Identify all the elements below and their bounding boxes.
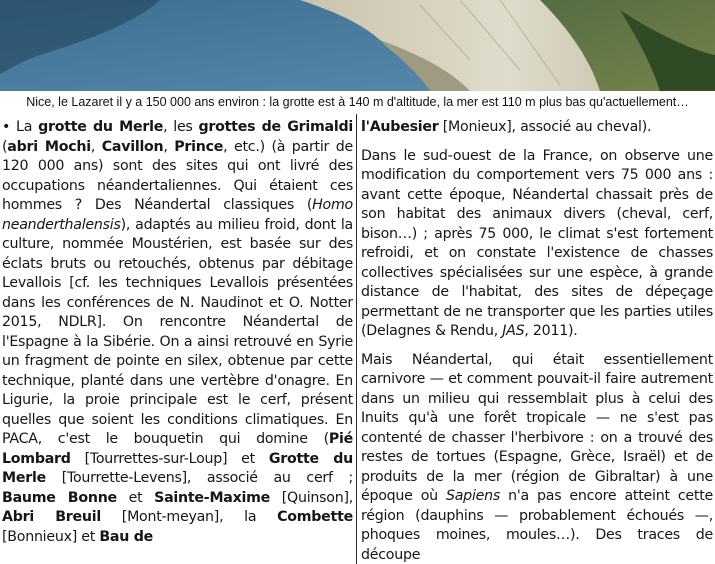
text-run: , [90,138,102,155]
site-name: Abri Breuil [2,509,101,525]
site-name: Prince [174,138,224,155]
journal-name: JAS [502,323,525,339]
text-run: La [10,119,39,135]
site-name: l'Aubesier [361,119,439,135]
text-run: , les [163,119,199,135]
right-paragraph-southwest [361,147,713,342]
site-name: grotte du Merle [38,119,164,135]
right-paragraph-diet [361,351,713,564]
coastline-photo [0,0,715,91]
text-run: [Mont-meyan], la [100,509,278,525]
text-run: n'a pas encore atteint cette région (dauphins — probablement échoués —, phoques moines, moules…). Des traces de découpe [361,488,713,563]
text-run: ( [2,138,8,155]
column-divider [356,114,357,564]
text-run: [Quinson], [270,489,353,506]
coastline-photo-drawing [0,0,715,91]
text-run: [Bonnieux] et [2,528,100,545]
site-name: Pié Lombard [2,431,353,467]
site-name: Bau de [99,528,154,545]
left-column [2,118,353,564]
text-run: [Tourrettes-sur-Loup] et [70,450,269,467]
site-name: Baume Bonne [2,489,117,506]
text-run: , [163,138,175,155]
text-run: Mais Néandertal, qui était essentiellement carnivore — et comment pouvait-il faire autrement dans un milieu qui ressemblait plus à celui des Inuits qu'à une forêt tropicale — ne s'est pas contenté de chasser l'herbivore : on a trouvé des restes de tortues (Espagne, Grèce, Israël) et de produits de la mer (région de Gibraltar) à une époque où [361,351,713,504]
site-name: Grotte du Merle [2,450,353,486]
bullet: • [2,119,11,135]
text-run: [Tourrette-Levens], associé au cerf ; [45,470,353,486]
site-name: Cavillon [101,138,164,155]
left-paragraph [2,118,353,547]
text-run: ), adaptés au milieu froid, dont la culture, nommée Moustérien, est basée sur des éclats bruts ou retouchés, obtenus par débitage Levallois [cf. les techniques Levallois présentées dans les conférences de N. Naudinot et O. Notter 2015, NDLR]. On rencontre Néandertal de l'Espagne à la Sibérie. On a ainsi retrouvé en Syrie un fragment de pointe en silex, obtenue par cette technique, planté dans une vertèbre d'onagre. En Ligurie, la proie principale est le cerf, présent quelles que soient les conditions climatiques. En PACA, c'est le bouquetin qui domine ( [2,216,353,447]
text-run: Dans le sud-ouest de la France, on observe une modification du comportement vers 75 000 ans : avant cette époque, Néandertal chassait près de son habitat des animaux divers (cheval, cerf, bison…) ; après 75 000, le climat s'est fortement refroidi, et on constate l'existence de chasses collectives spécialisées sur une espèce, à grande distance de l'habitat, des sites de dépeçage permettant de ne transporter que les parties utiles (Delagnes & Rendu, [361,147,713,339]
right-column [361,118,713,564]
species-name: Homo neanderthalensis [2,197,353,233]
site-name: Combette [277,509,353,525]
site-name: Sainte-Maxime [154,489,271,506]
right-paragraph-continued [361,118,713,138]
text-run: , 2011). [524,323,578,339]
site-name: abri Mochi [7,138,91,155]
photo-caption: Nice, le Lazaret il y a 150 000 ans environ : la grotte est à 140 m d'altitude, la mer est 110 m plus bas qu'actuellement… [26,95,689,109]
text-run: , etc.) (à partir de 120 000 ans) sont des sites qui ont livré des occupations néandertaliennes. Qui étaient ces hommes ? Des Néandertal classiques ( [2,138,353,213]
text-run: et [116,489,155,506]
text-run: [Monieux], associé au cheval). [438,119,652,135]
species-name: Sapiens [445,488,500,504]
site-name: grottes de Grimaldi [198,119,353,135]
